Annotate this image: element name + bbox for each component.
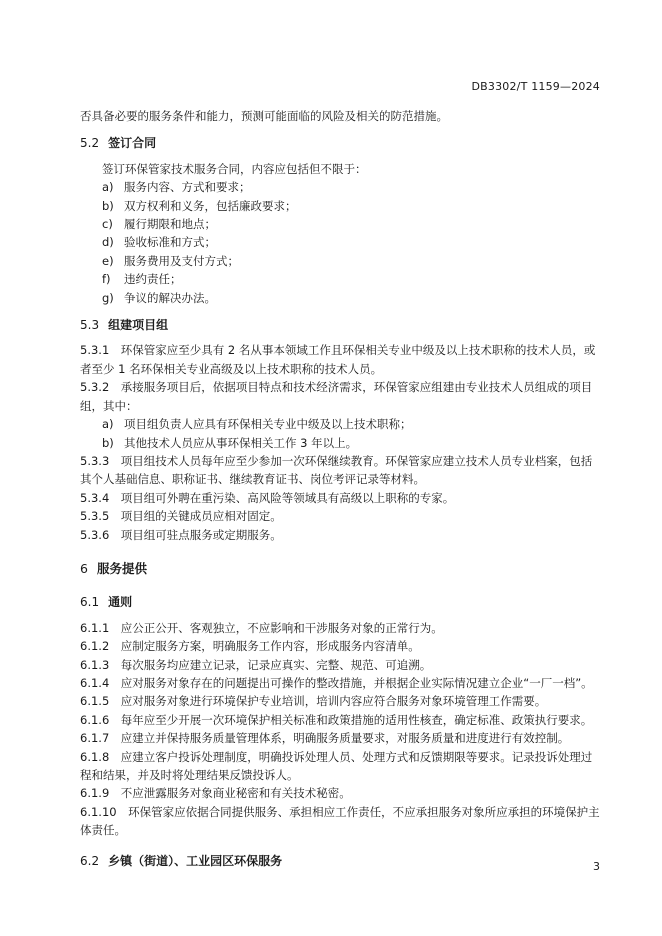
section-title: 签订合同 [108,136,157,151]
chapter-number: 6 [80,560,88,576]
list-item [80,252,600,270]
clause-5-3-1-line-2: 者至少 1 名环保相关专业高级及以上技术职称的技术人员。 [80,361,383,376]
list-text: 验收标准和方式； [124,235,216,250]
list-item [80,270,600,288]
clause-5-3-3-line-2: 其个人基础信息、职称证书、继续教育证书、岗位考评记录等材料。 [80,472,425,487]
clause-5-3-5: 5.3.5 项目组的关键成员应相对固定。 [80,509,282,524]
clause-6-1-1: 6.1.1 应公正公开、客观独立，不应影响和干涉服务对象的正常行为。 [80,620,443,635]
section-title: 通则 [108,595,133,610]
page-number: 3 [593,860,600,873]
list-marker: g) [102,290,114,305]
clause-6-1-10-line-2: 体责任。 [80,823,126,838]
section-heading-5-2 [80,134,600,152]
clause-5-3-4: 5.3.4 项目组可外聘在重污染、高风险等领域具有高级以上职称的专家。 [80,490,455,505]
list-text: 其他技术人员应从事环保相关工作 3 年以上。 [124,435,358,450]
section-title: 乡镇（街道）、工业园区环保服务 [108,853,283,868]
clause-6-1-7: 6.1.7 应建立并保持服务质量管理体系，明确服务质量要求，对服务质量和进度进行有效控制。 [80,731,570,746]
clause-6-1-5: 6.1.5 应对服务对象进行环境保护专业培训，培训内容应符合服务对象环境管理工作需要。 [80,694,547,709]
list-item [80,215,600,233]
list-marker: c) [102,217,113,232]
chapter-heading-6 [80,560,600,578]
list-text: 项目组负责人应具有环保相关专业中级及以上技术职称； [124,417,412,432]
clause-6-1-10-line-1: 6.1.10 环保管家应依据合同提供服务、承担相应工作责任，不应承担服务对象所应承担的环境保护主 [80,804,600,819]
list-item [80,233,600,251]
clause-6-1-8-line-1: 6.1.8 应建立客户投诉处理制度，明确投诉处理人员、处理方式和反馈期限等要求。记录投诉处理过 [80,749,593,764]
section-number: 6.2 [80,853,100,868]
clause-6-1-3: 6.1.3 每次服务均应建立记录，记录应真实、完整、规范、可追溯。 [80,657,432,672]
paragraph: 签订环保管家技术服务合同，内容应包括但不限于： [102,161,367,176]
list-marker: e) [102,253,114,268]
clause-6-1-6: 6.1.6 每年应至少开展一次环境保护相关标准和政策措施的适用性核查，确定标准、政策执行要求。 [80,712,593,727]
list-text: 服务费用及支付方式； [124,253,239,268]
clause-5-3-2-line-2: 组，其中： [80,398,138,413]
list-item [80,289,600,307]
list-text: 履行期限和地点； [124,217,216,232]
section-heading-6-2 [80,852,600,870]
list-text: 服务内容、方式和要求； [124,180,251,195]
section-number: 5.3 [80,318,100,333]
clause-6-1-8-line-2: 程和结果，并及时将处理结果反馈投诉人。 [80,768,299,782]
paragraph: 否具备必要的服务条件和能力，预测可能面临的风险及相关的防范措施。 [80,109,448,123]
list-item [80,434,600,452]
clause-5-3-3-line-1: 5.3.3 项目组技术人员每年应至少参加一次环保继续教育。环保管家应建立技术人员专业档案，包括 [80,453,593,468]
list-marker: a) [102,417,114,432]
list-marker: b) [102,198,114,213]
section-number: 6.1 [80,595,100,610]
section-heading-5-3 [80,316,600,334]
section-number: 5.2 [80,136,100,151]
list-item [80,415,600,433]
list-marker: a) [102,180,114,195]
list-item [80,197,600,215]
list-marker: b) [102,435,114,450]
document-body [80,107,600,877]
doc-id-header: DB3302/T 1159—2024 [471,80,600,93]
chapter-title: 服务提供 [96,560,147,576]
clause-5-3-1-line-1: 5.3.1 环保管家应至少具有 2 名从事本领域工作且环保相关专业中级及以上技术职称的技术人员，或 [80,343,596,358]
list-marker: f) [102,272,111,287]
clause-6-1-2: 6.1.2 应制定服务方案，明确服务工作内容，形成服务内容清单。 [80,639,420,654]
list-text: 争议的解决办法。 [124,290,216,305]
list-marker: d) [102,235,114,250]
section-heading-6-1 [80,593,600,611]
list-text: 违约责任； [124,272,182,287]
clause-6-1-9: 6.1.9 不应泄露服务对象商业秘密和有关技术秘密。 [80,786,351,801]
section-title: 组建项目组 [108,318,169,333]
list-item [80,178,600,196]
clause-5-3-6: 5.3.6 项目组可驻点服务或定期服务。 [80,527,282,542]
clause-6-1-4: 6.1.4 应对服务对象存在的问题提出可操作的整改措施，并根据企业实际情况建立企业“一厂一档”。 [80,675,593,690]
clause-5-3-2-line-1: 5.3.2 承接服务项目后，依据项目特点和技术经济需求，环保管家应组建由专业技术人员组成的项目 [80,380,593,395]
list-text: 双方权利和义务，包括廉政要求； [124,198,297,213]
